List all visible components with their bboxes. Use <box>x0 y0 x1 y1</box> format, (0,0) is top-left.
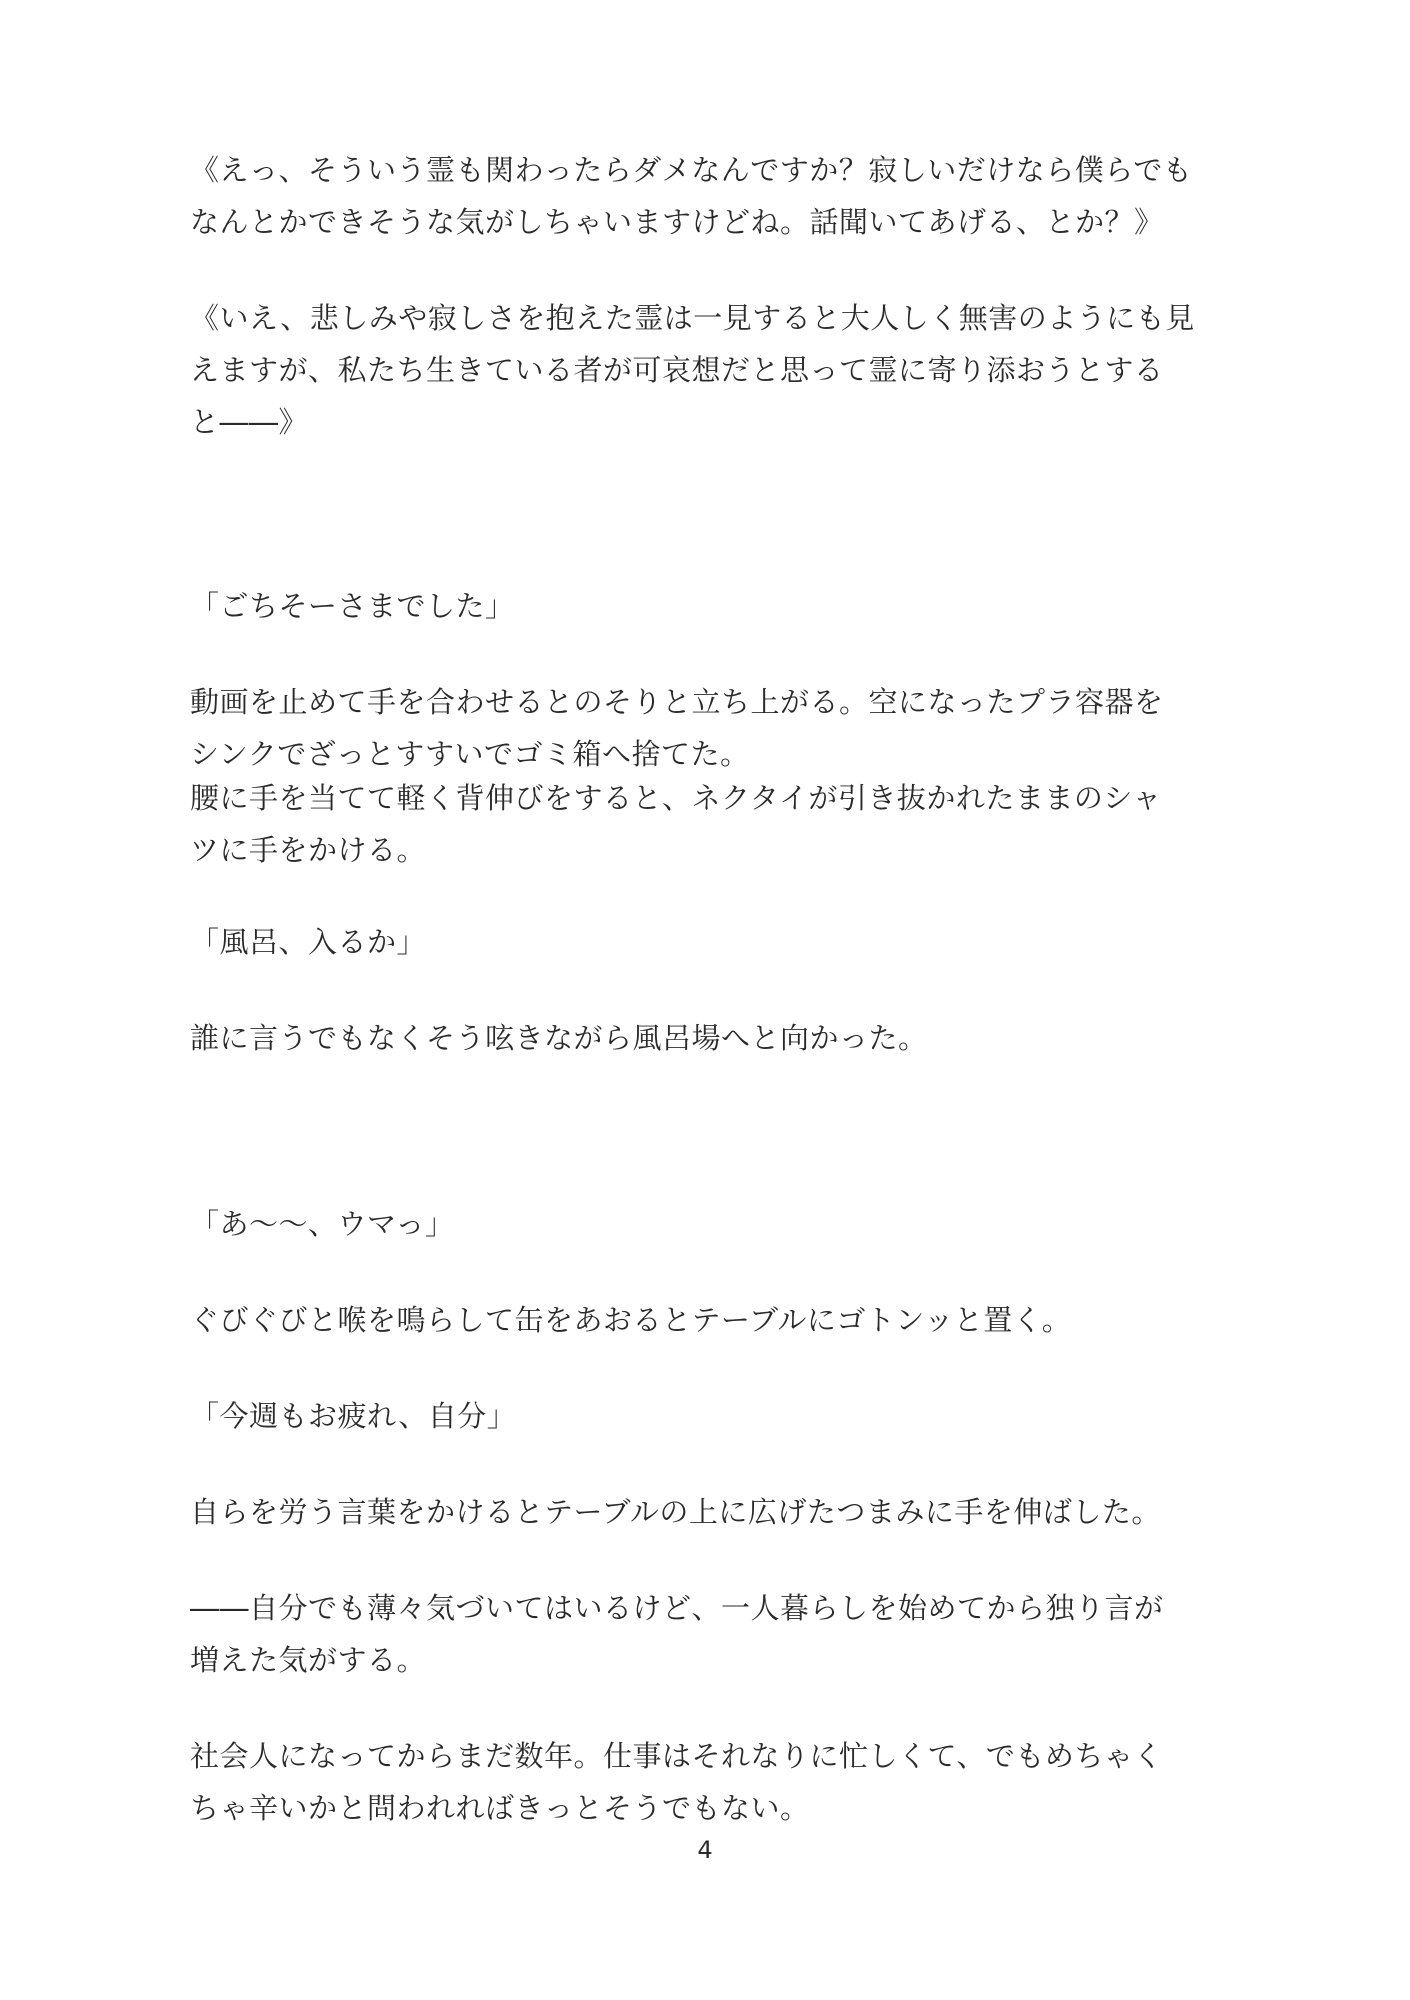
text-line: 「風呂、入るか」 <box>190 925 427 959</box>
text-line: えますが、私たち生きている者が可哀想だと思って霊に寄り添おうとする <box>190 353 1164 387</box>
text-line: 増えた気がする。 <box>190 1643 427 1677</box>
text-line: 「今週もお疲れ、自分」 <box>190 1399 517 1433</box>
text-line: 自らを労う言葉をかけるとテーブルの上に広げたつまみに手を伸ばした。 <box>190 1495 1161 1529</box>
text-line: ――自分でも薄々気づいてはいるけど、一人暮らしを始めてから独り言が <box>190 1591 1164 1625</box>
text-line: 動画を止めて手を合わせるとのそりと立ち上がる。空になったプラ容器を <box>190 685 1164 719</box>
text-line: 「ごちそーさまでした」 <box>190 589 515 623</box>
text-line: ぐびぐびと喉を鳴らして缶をあおるとテーブルにゴトンッと置く。 <box>190 1303 1072 1337</box>
page-number: 4 <box>697 1836 713 1864</box>
text-line: ツに手をかける。 <box>190 833 427 867</box>
text-line: 《いえ、悲しみや寂しさを抱えた霊は一見すると大人しく無害のようにも見 <box>190 301 1195 335</box>
text-line: 腰に手を当てて軽く背伸びをすると、ネクタイが引き抜かれたままのシャ <box>190 781 1162 815</box>
text-line: シンクでざっとすすいでゴミ箱へ捨てた。 <box>190 737 750 771</box>
text-line: 誰に言うでもなくそう呟きながら風呂場へと向かった。 <box>190 1021 928 1055</box>
text-line: 《えっ、そういう霊も関わったらダメなんですか？寂しいだけなら僕らでも <box>190 153 1193 187</box>
text-line: ちゃ辛いかと問われればきっとそうでもない。 <box>190 1791 810 1825</box>
text-line: 社会人になってからまだ数年。仕事はそれなりに忙しくて、でもめちゃく <box>190 1739 1163 1773</box>
text-line: と――》 <box>190 405 309 439</box>
text-line: なんとかできそうな気がしちゃいますけどね。話聞いてあげる、とか？》 <box>190 205 1164 239</box>
text-line: 「あ～～、ウマっ」 <box>190 1207 455 1241</box>
